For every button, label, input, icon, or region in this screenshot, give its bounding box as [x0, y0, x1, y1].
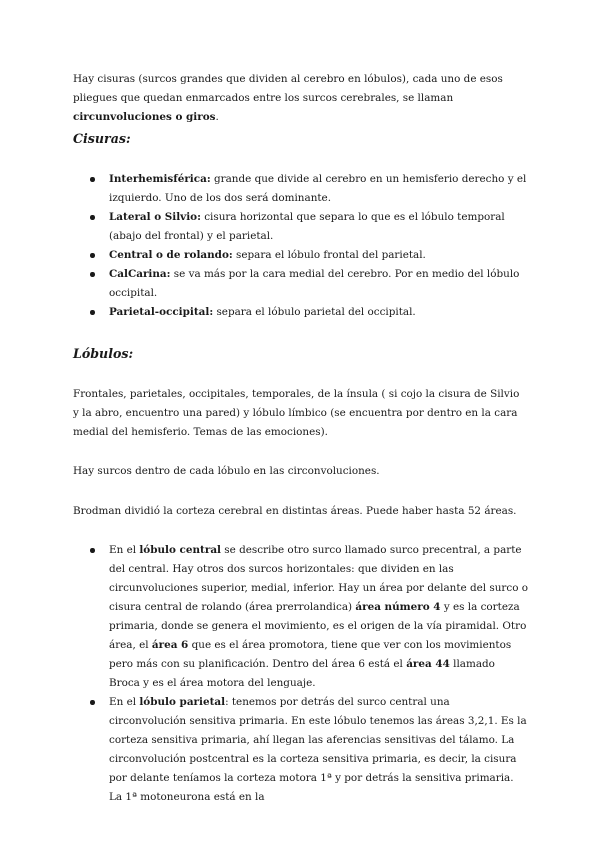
list-item: Parietal-occipital: separa el lóbulo parietal del occipital. — [73, 303, 528, 322]
list-item: Central o de rolando: separa el lóbulo frontal del parietal. — [73, 246, 528, 265]
list-item: Lateral o Silvio: cisura horizontal que separa lo que es el lóbulo temporal (abajo del frontal) y el parietal. — [73, 208, 528, 246]
cisuras-list — [73, 170, 528, 322]
intro-bold: circunvoluciones o giros — [73, 111, 216, 123]
cisuras-heading: Cisuras: — [73, 131, 131, 146]
list-item: En el lóbulo parietal: tenemos por detrás del surco central una circonvolución sensitiva primaria. En este lóbulo tenemos las áreas 3,2,1. Es la corteza sensitiva primaria, ahí llegan las aferencias sensitivas del tálamo. La circonvolución postcentral es la corteza sensitiva primaria, es decir, la cisura por delante teníamos la corteza motora 1ª y por detrás la sensitiva primaria. La 1ª motoneurona está en la — [73, 693, 528, 807]
list-item: En el lóbulo central se describe otro surco llamado surco precentral, a parte del central. Hay otros dos surcos horizontales: que dividen en las circunvoluciones superior, medial, inferior. Hay un área por delante del surco o cisura central de rolando (área prerrolandica) área número 4 y es la corteza primaria, donde se genera el movimiento, es el origen de la vía piramidal. Otro área, el área 6 que es el área promotora, tiene que ver con los movimientos pero más con su planificación. Dentro del área 6 está el área 44 llamado Broca y es el área motora del lenguaje. — [73, 541, 528, 693]
list-item: Interhemisférica: grande que divide al cerebro en un hemisferio derecho y el izquierdo. Uno de los dos será dominante. — [73, 170, 528, 208]
list-item: CalCarina: se va más por la cara medial del cerebro. Por en medio del lóbulo occipital. — [73, 265, 528, 303]
intro-paragraph: Hay cisuras (surcos grandes que dividen al cerebro en lóbulos), cada uno de esos pliegues que quedan enmarcados entre los surcos cerebrales, se llaman circunvoluciones o giros. — [73, 73, 503, 123]
surcos-paragraph: Hay surcos dentro de cada lóbulo en las circonvoluciones. — [73, 465, 380, 477]
lobulos-heading: Lóbulos: — [73, 346, 134, 361]
lobulos-paragraph: Frontales, parietales, occipitales, temporales, de la ínsula ( si cojo la cisura de Silvio y la abro, encuentro una pared) y lóbulo límbico (se encuentra por dentro en la cara medial del hemisferio. Temas de las emociones). — [73, 388, 520, 438]
brodman-paragraph: Brodman dividió la corteza cerebral en distintas áreas. Puede haber hasta 52 áreas. — [73, 505, 517, 517]
detail-list — [73, 541, 528, 807]
